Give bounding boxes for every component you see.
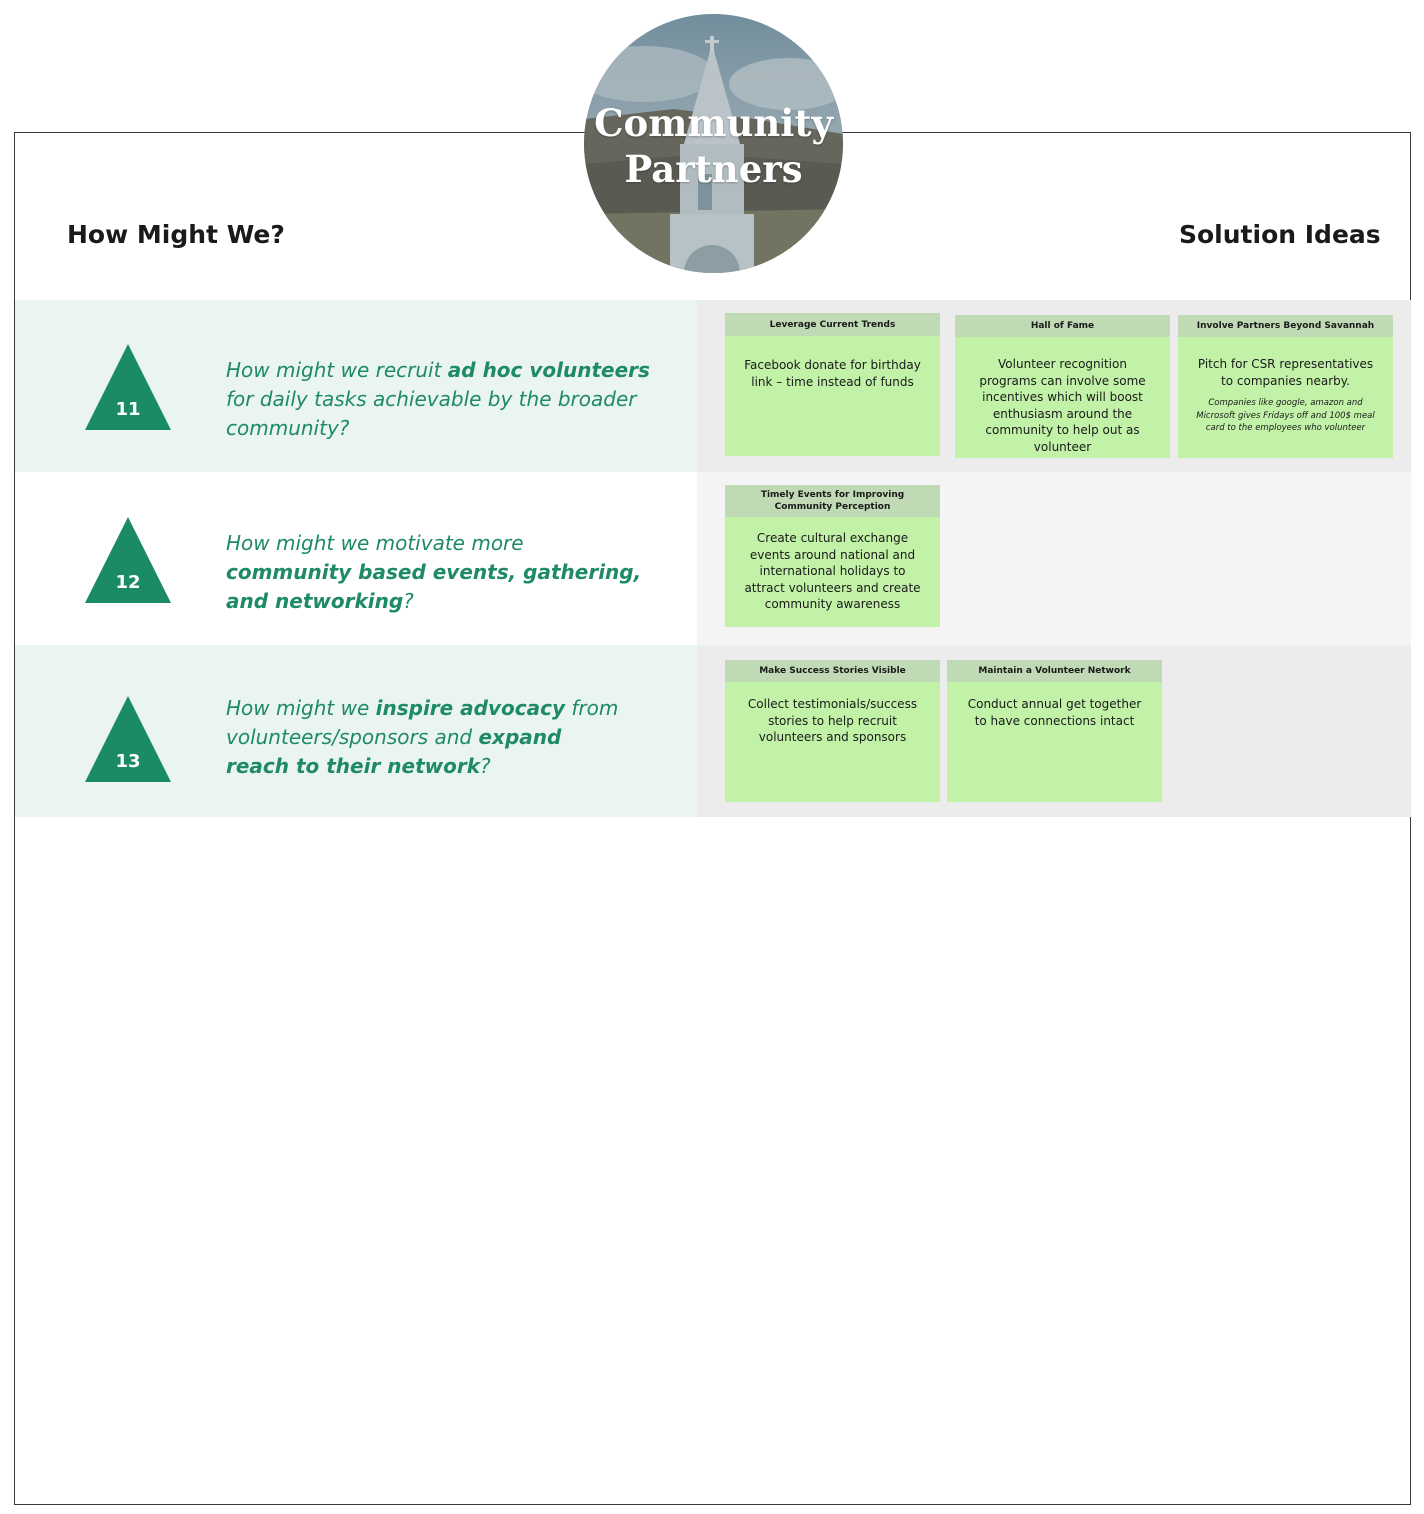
- hmw-row-12: [15, 472, 1411, 645]
- sticky-note[interactable]: [725, 660, 940, 802]
- hero-title: [584, 100, 843, 192]
- sticky-note-body: Create cultural exchange events around national and international holidays to attract volunteers and create community awareness: [744, 531, 921, 611]
- sticky-note-body: Conduct annual get together to have connections intact: [967, 697, 1142, 728]
- hero-badge: [584, 14, 843, 273]
- sticky-note-title: Hall of Fame: [955, 315, 1170, 337]
- triangle-badge-icon: [85, 696, 171, 782]
- how-might-we-heading: How Might We?: [67, 220, 285, 249]
- sticky-note-body: Facebook donate for birthday link – time instead of funds: [744, 358, 921, 389]
- hmw-row-11: [15, 300, 1411, 472]
- sticky-note-title: Timely Events for Improving Community Perception: [725, 485, 940, 517]
- sticky-note-title: Maintain a Volunteer Network: [947, 660, 1162, 682]
- sticky-note-body: Volunteer recognition programs can involve some incentives which will boost enthusiasm around the community to help out as volunteer: [979, 357, 1146, 454]
- hmw-question: How might we recruit ad hoc volunteers for daily tasks achievable by the broader community?: [226, 358, 650, 440]
- sticky-note-title: Leverage Current Trends: [725, 313, 940, 336]
- hmw-row-13: [15, 645, 1411, 817]
- hero-title-line1: Community: [594, 101, 833, 145]
- sticky-note[interactable]: [1178, 315, 1393, 458]
- hmw-question: How might we motivate more community based events, gathering, and networking?: [226, 531, 642, 613]
- sticky-note-title: Involve Partners Beyond Savannah: [1178, 315, 1393, 337]
- sticky-note-body: Collect testimonials/success stories to help recruit volunteers and sponsors: [747, 697, 918, 744]
- row-number: 11: [115, 399, 141, 420]
- sticky-note[interactable]: [725, 313, 940, 456]
- sticky-note-title: Make Success Stories Visible: [725, 660, 940, 682]
- sticky-note[interactable]: [947, 660, 1162, 802]
- triangle-badge-icon: [85, 344, 171, 430]
- sticky-note-body: Pitch for CSR representatives to companies nearby.: [1197, 357, 1374, 388]
- sticky-note-footnote: Companies like google, amazon and Microsoft gives Fridays off and 100$ meal card to the employees who volunteer: [1196, 398, 1375, 433]
- sticky-note[interactable]: [955, 315, 1170, 458]
- sticky-note[interactable]: [725, 485, 940, 627]
- row-number: 12: [115, 572, 141, 593]
- row-number: 13: [115, 751, 141, 772]
- hero-title-line2: Partners: [624, 147, 803, 191]
- hmw-question: How might we inspire advocacy from volunteers/sponsors and expand reach to their network?: [226, 696, 619, 778]
- solution-ideas-heading: Solution Ideas: [1179, 220, 1381, 249]
- triangle-badge-icon: [85, 517, 171, 603]
